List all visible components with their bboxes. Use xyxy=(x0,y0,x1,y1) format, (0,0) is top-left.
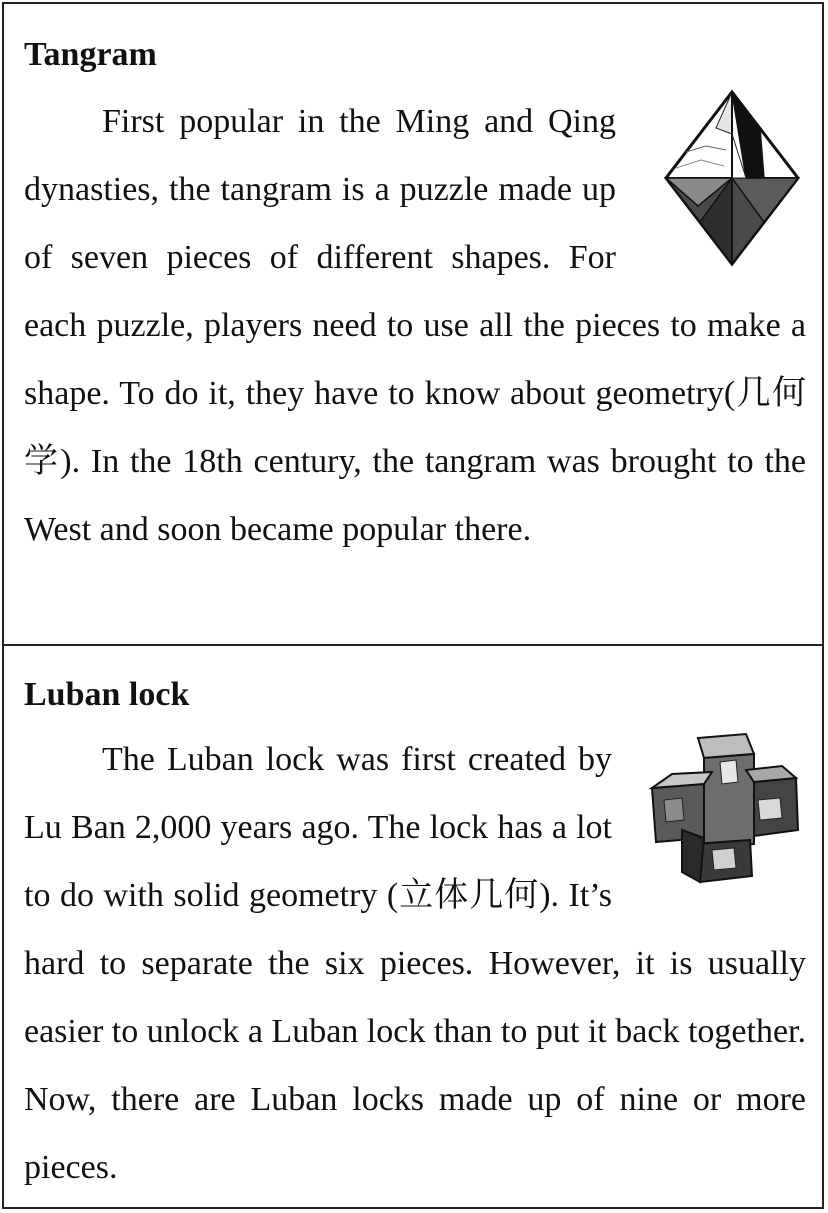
section-heading-tangram: Tangram xyxy=(24,36,157,73)
section-heading-luban-lock: Luban lock xyxy=(24,676,190,713)
luban-lock-paragraph-block xyxy=(24,726,806,1202)
tangram-paragraph-block xyxy=(24,88,806,564)
tangram-icon xyxy=(646,88,806,286)
tangram-section xyxy=(4,4,822,644)
luban-lock-icon xyxy=(642,726,806,924)
article-frame xyxy=(2,2,824,1209)
luban-lock-paragraph: The Luban lock was first created by Lu Ban 2,000 years ago. The lock has a lot to do with solid geometry (立体几何). It’s hard to separate the six pieces. However, it is usually easier to unlock a Luban lock than to put it back together. Now, there are Luban locks made up of nine or more pieces. xyxy=(24,741,806,1186)
luban-lock-section xyxy=(4,644,822,1211)
tangram-paragraph: First popular in the Ming and Qing dynasties, the tangram is a puzzle made up of seven pieces of different shapes. For each puzzle, players need to use all the pieces to make a shape. To do it, they have to know about geometry(几何学). In the 18th century, the tangram was brought to the West and soon became popular there. xyxy=(24,103,806,548)
